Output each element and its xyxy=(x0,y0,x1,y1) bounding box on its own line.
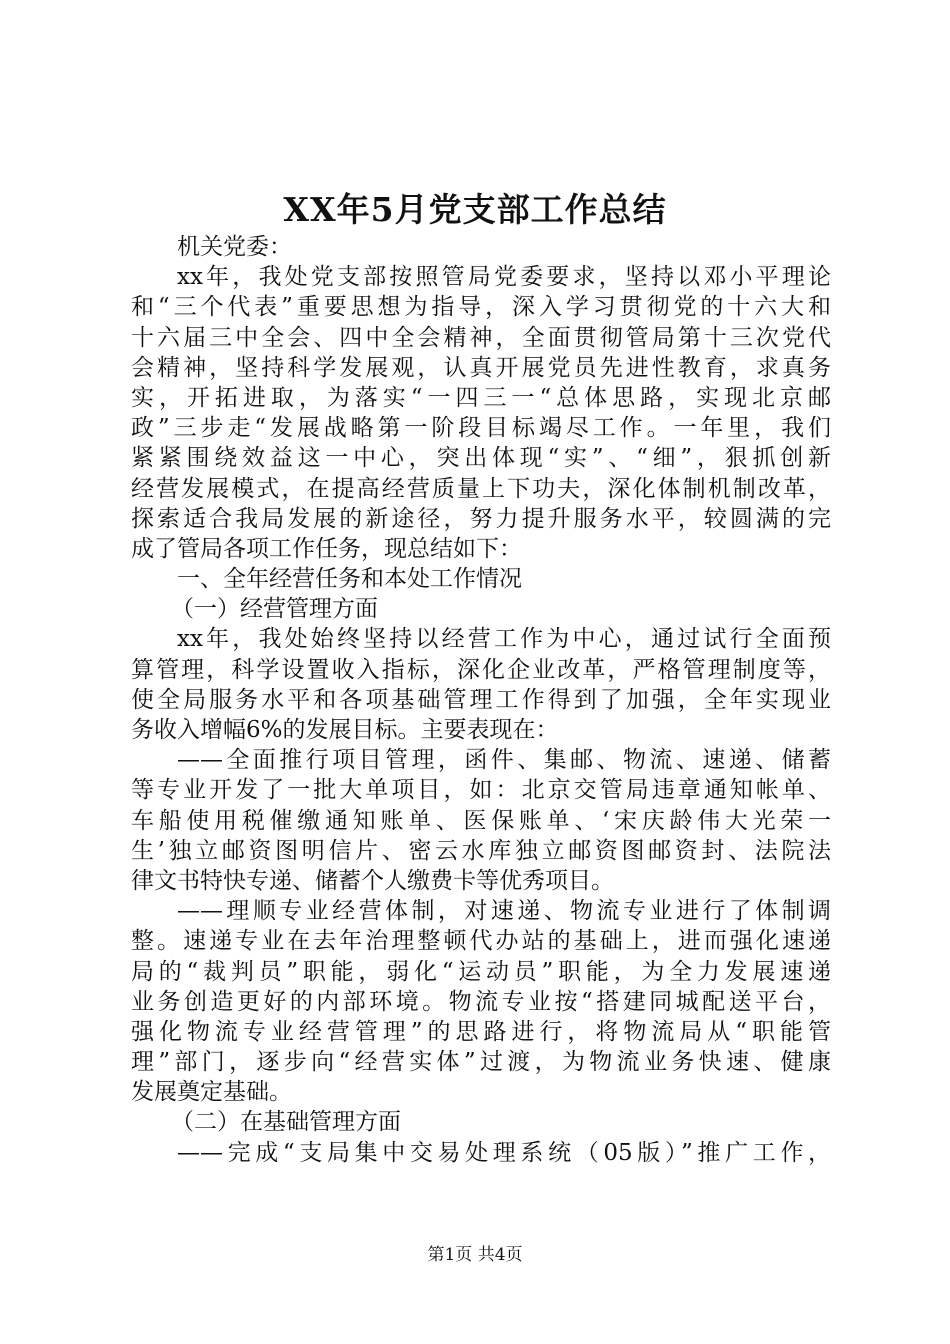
paragraph-line: 发展奠定基础。 xyxy=(131,1079,292,1106)
paragraph-line: 成了管局各项工作任务，现总结如下： xyxy=(131,535,522,562)
paragraph-line: 实，开拓进取，为落实“一四三一“总体思路，实现北京邮 xyxy=(131,384,831,411)
paragraph-line: 经营发展模式，在提高经营质量上下功夫，深化体制机制改革， xyxy=(131,475,831,502)
subsection-heading: （一）经营管理方面 xyxy=(171,596,378,623)
paragraph-line: 紧紧围绕效益这一中心，突出体现“实”、“细”，狠抓创新 xyxy=(131,445,831,472)
paragraph-line: 政”三步走“发展战略第一阶段目标竭尽工作。一年里，我们 xyxy=(131,415,831,442)
paragraph-line: 整。速递专业在去年治理整顿代办站的基础上，进而强化速递 xyxy=(131,928,831,955)
paragraph-line: xx年，我处党支部按照管局党委要求，坚持以邓小平理论 xyxy=(177,264,831,291)
section-heading: 一、全年经营任务和本处工作情况 xyxy=(177,566,522,593)
paragraph-line: ——理顺专业经营体制，对速递、物流专业进行了体制调 xyxy=(177,898,831,925)
paragraph-line: 车船使用税催缴通知账单、医保账单、‘宋庆龄伟大光荣一 xyxy=(131,807,831,834)
paragraph-line: 等专业开发了一批大单项目，如：北京交管局违章通知帐单、 xyxy=(131,777,831,804)
document-title: XX年5月党支部工作总结 xyxy=(283,190,667,229)
document-body xyxy=(131,232,831,1168)
paragraph-line: 会精神，坚持科学发展观，认真开展党员先进性教育，求真务 xyxy=(131,354,831,381)
subsection-heading: （二）在基础管理方面 xyxy=(171,1109,401,1136)
paragraph-line: 使全局服务水平和各项基础管理工作得到了加强，全年实现业 xyxy=(131,686,831,713)
paragraph-line: 十六届三中全会、四中全会精神，全面贯彻管局第十三次党代 xyxy=(131,324,831,351)
page-number-footer: 第1页 共4页 xyxy=(427,1245,523,1265)
paragraph-line: 局的“裁判员”职能，弱化“运动员”职能，为全力发展速递 xyxy=(131,958,831,985)
paragraph-line: 律文书特快专递、储蓄个人缴费卡等优秀项目。 xyxy=(131,867,614,894)
paragraph-line: 强化物流专业经营管理”的思路进行，将物流局从“职能管 xyxy=(131,1018,831,1045)
paragraph-line: 业务创造更好的内部环境。物流专业按“搭建同城配送平台， xyxy=(131,988,831,1015)
paragraph-line: 理”部门，逐步向“经营实体”过渡，为物流业务快速、健康 xyxy=(131,1049,831,1076)
paragraph-line: 务收入增幅6%的发展目标。主要表现在： xyxy=(131,717,559,743)
paragraph-line: ——全面推行项目管理，函件、集邮、物流、速递、储蓄 xyxy=(177,747,831,774)
paragraph-line: xx年，我处始终坚持以经营工作为中心，通过试行全面预 xyxy=(177,626,831,653)
paragraph-line: 算管理，科学设置收入指标，深化企业改革，严格管理制度等， xyxy=(131,656,831,683)
paragraph-line: 和“三个代表”重要思想为指导，深入学习贯彻党的十六大和 xyxy=(131,294,831,321)
salutation-line: 机关党委： xyxy=(177,234,292,260)
paragraph-line: 探索适合我局发展的新途径，努力提升服务水平，较圆满的完 xyxy=(131,505,831,532)
paragraph-line: ——完成“支局集中交易处理系统（05版）”推广工作， xyxy=(177,1139,831,1166)
paragraph-line: 生’独立邮资图明信片、密云水库独立邮资图邮资封、法院法 xyxy=(131,837,831,864)
